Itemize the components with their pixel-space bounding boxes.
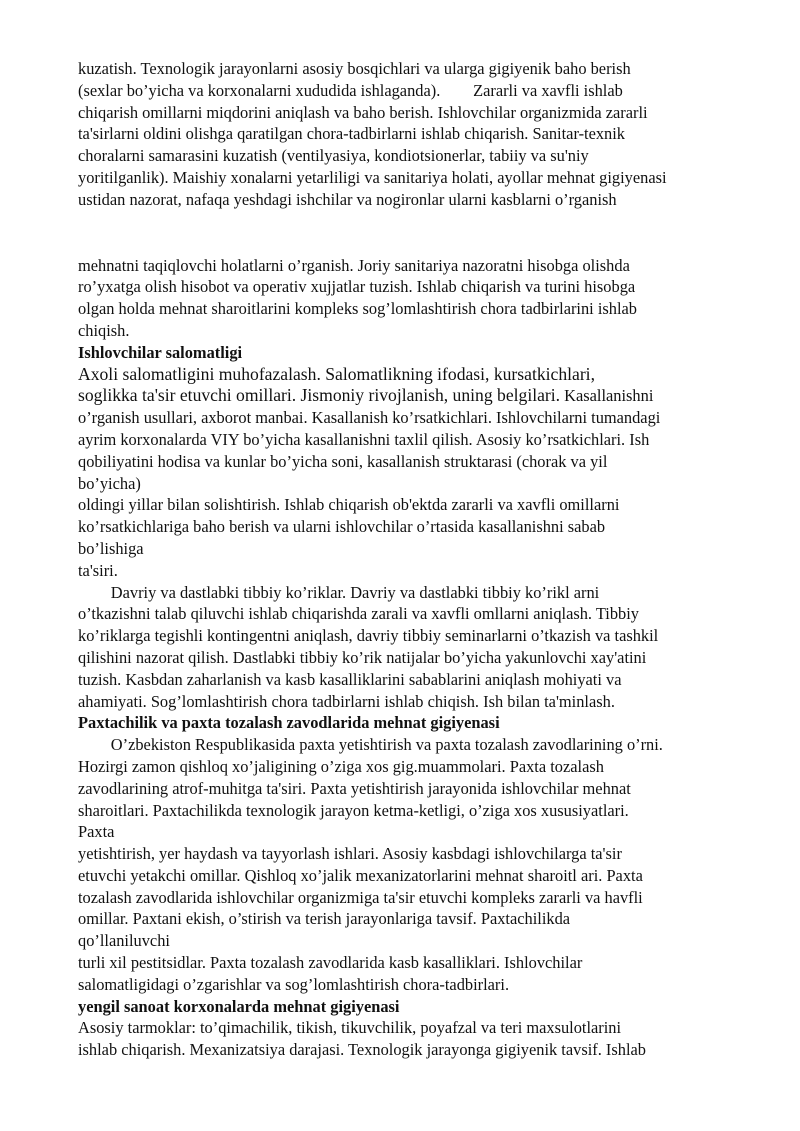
text-line: bo’lishiga	[78, 538, 144, 558]
text-line: choralarni samarasini kuzatish (ventilyasiya, kondiotsionerlar, tabiiy va su'niy	[78, 146, 589, 166]
text-line: o’tkazishni talab qiluvchi ishlab chiqarishda zarali va xavfli omllarni aniqlash. Tibbiy	[78, 604, 639, 624]
text-line: ta'siri.	[78, 560, 118, 580]
section-heading-paxtachilik: Paxtachilik va paxta tozalash zavodlarida mehnat gigiyenasi	[78, 713, 500, 733]
paragraph-gap	[78, 211, 758, 255]
text-line: qilishini nazorat qilish. Dastlabki tibbiy ko’rik natijalar bo’yicha yakunlovchi xay'atini	[78, 647, 647, 667]
text-line: ko’riklarga tegishli kontingentni aniqlash, davriy tibbiy seminarlarni o’tkazish va tashkil	[78, 626, 659, 646]
text-line: qo’llaniluvchi	[78, 931, 170, 951]
text-fragment: Kasallanishni	[560, 386, 654, 406]
text-line: chiqarish omillarni miqdorini aniqlash va baho berish. Ishlovchilar organizmida zararli	[78, 102, 648, 122]
text-line: tozalash zavodlarida ishlovchilar organizmiga ta'sir etuvchi kompleks zararli va havfli	[78, 887, 643, 907]
text-line: ahamiyati. Sog’lomlashtirish chora tadbirlarni ishlab chiqish. Ish bilan ta'minlash.	[78, 691, 615, 711]
text-line: O’zbekiston Respublikasida paxta yetishtirish va paxta tozalash zavodlarining o’rni.	[78, 735, 663, 755]
text-fragment-large: soglikka ta'sir etuvchi omillari. Jismoniy rivojlanish, uning belgilari.	[78, 385, 561, 406]
text-line: oldingi yillar bilan solishtirish. Ishlab chiqarish ob'ektda zararli va xavfli omillarni	[78, 495, 620, 515]
text-line: kuzatish. Texnologik jarayonlarni asosiy bosqichlari va ularga gigiyenik baho berish	[78, 59, 631, 78]
text-line: ko’rsatkichlariga baho berish va ularni ishlovchilar o’rtasida kasallanishni sabab	[78, 517, 606, 537]
text-line: Hozirgi zamon qishloq xo’jaligining o’ziga xos gig.muammolari. Paxta tozalash	[78, 756, 604, 776]
text-line: yoritilganlik). Maishiy xonalarni yetarliligi va sanitariya holati, ayollar mehnat gigiyenasi	[78, 167, 667, 187]
text-line: sharoitlari. Paxtachilikda texnologik jarayon ketma-ketligi, o’ziga xos xususiyatlari.	[78, 800, 629, 820]
text-line: Axoli salomatligini muhofazalash. Salomatlikning ifodasi, kursatkichlari,	[78, 363, 595, 384]
text-line: ta'sirlarni oldini olishga qaratilgan chora-tadbirlarni ishlab chiqarish. Sanitar-texnik	[78, 124, 625, 144]
text-line: turli xil pestitsidlar. Paxta tozalash zavodlarida kasb kasalliklari. Ishlovchilar	[78, 953, 583, 973]
text-line-mixed	[78, 385, 758, 407]
text-line: Asosiy tarmoklar: to’qimachilik, tikish, tikuvchilik, poyafzal va teri maxsulotlarini	[78, 1018, 622, 1038]
text-line: mehnatni taqiqlovchi holatlarni o’rganish. Joriy sanitariya nazoratni hisobga olishda	[78, 255, 630, 275]
text-line: bo’yicha)	[78, 473, 141, 493]
text-line: salomatligidagi o’zgarishlar va sog’lomlashtirish chora-tadbirlari.	[78, 974, 510, 994]
text-line: tuzish. Kasbdan zaharlanish va kasb kasalliklarini sabablarini aniqlash mohiyati va	[78, 669, 622, 689]
section-heading-yengil-sanoat: yengil sanoat korxonalarda mehnat gigiyenasi	[78, 996, 400, 1016]
text-line: yetishtirish, yer haydash va tayyorlash ishlari. Asosiy kasbdagi ishlovchilarga ta'sir	[78, 844, 622, 864]
text-line: ro’yxatga olish hisobot va operativ xujjatlar tuzish. Ishlab chiqarish va turini hisobga	[78, 277, 636, 297]
text-line: Paxta	[78, 822, 115, 842]
text-line: omillar. Paxtani ekish, o’stirish va terish jarayonlariga tavsif. Paxtachilikda	[78, 909, 571, 929]
text-line: chiqish.	[78, 320, 130, 340]
text-line: zavodlarining atrof-muhitga ta'siri. Paxta yetishtirish jarayonida ishlovchilar mehnat	[78, 778, 631, 798]
text-line: Davriy va dastlabki tibbiy ko’riklar. Davriy va dastlabki tibbiy ko’rikl arni	[78, 582, 600, 602]
document-page	[78, 58, 758, 1061]
text-line: qobiliyatini hodisa va kunlar bo’yicha soni, kasallanish struktarasi (chorak va yil	[78, 451, 608, 471]
text-line: etuvchi yetakchi omillar. Qishloq xo’jalik mexanizatorlarini mehnat sharoitl ari. Paxta	[78, 865, 643, 885]
text-line: ustidan nazorat, nafaqa yeshdagi ishchilar va nogironlar ularni kasblarni o’rganish	[78, 189, 617, 209]
section-heading-ishlovchilar-salomatligi: Ishlovchilar salomatligi	[78, 342, 243, 362]
text-line: olgan holda mehnat sharoitlarini kompleks sog’lomlashtirish chora tadbirlarini ishlab	[78, 299, 637, 319]
text-line: ayrim korxonalarda VIY bo’yicha kasallanishni taxlil qilish. Asosiy ko’rsatkichlari. Ish	[78, 429, 650, 449]
text-line: ishlab chiqarish. Mexanizatsiya darajasi. Texnologik jarayonga gigiyenik tavsif. Ishlab	[78, 1040, 646, 1060]
text-line: o’rganish usullari, axborot manbai. Kasallanish ko’rsatkichlari. Ishlovchilarni tumandagi	[78, 408, 661, 428]
text-line: (sexlar bo’yicha va korxonalarni xududida ishlaganda). Zararli va xavfli ishlab	[78, 80, 623, 100]
